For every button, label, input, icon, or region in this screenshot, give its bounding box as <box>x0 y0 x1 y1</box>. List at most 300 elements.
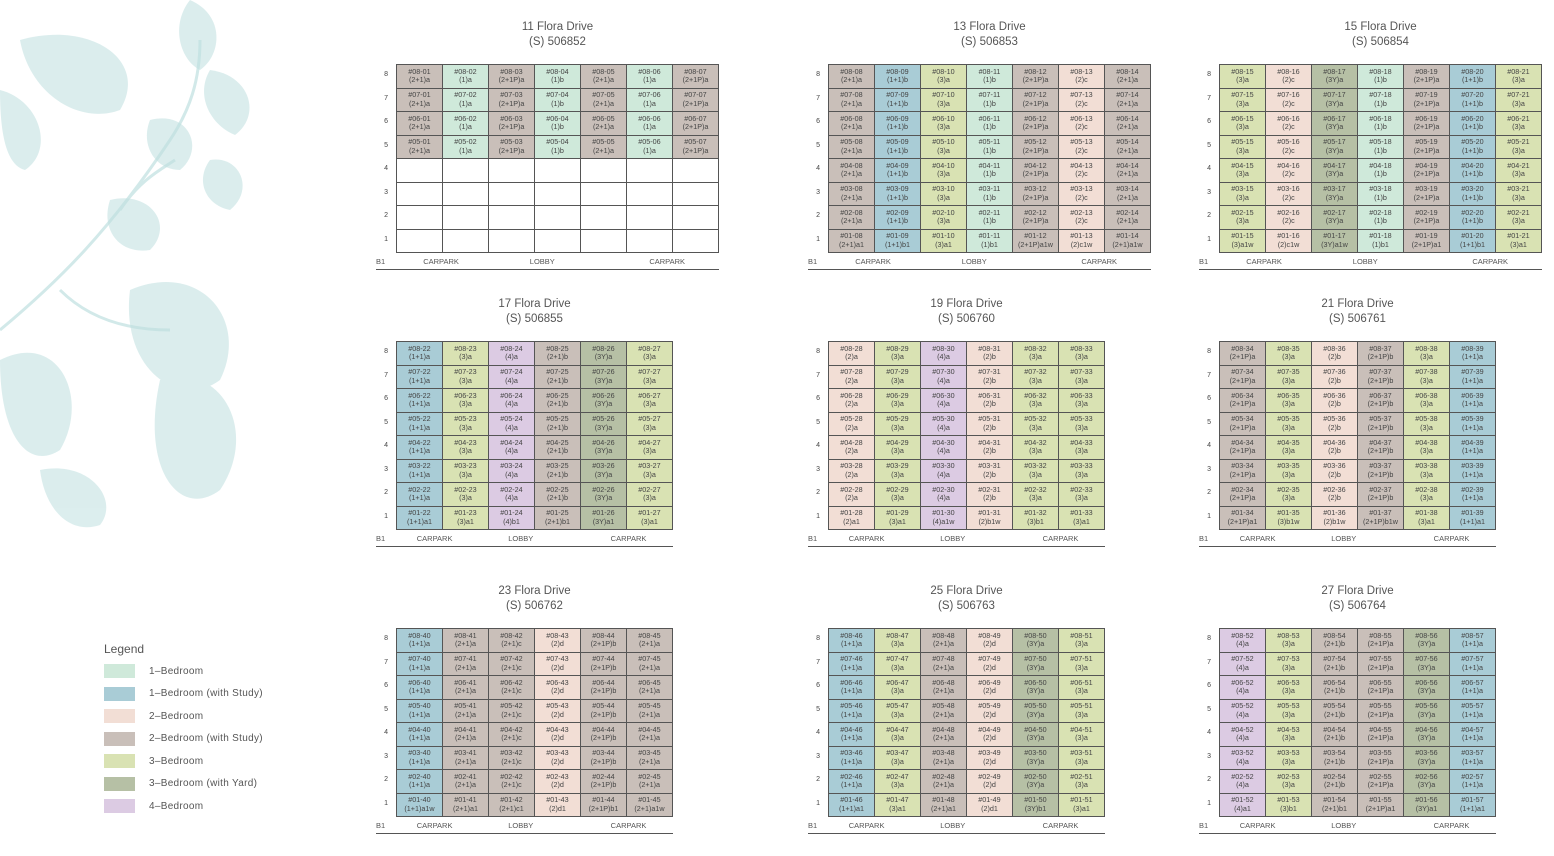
unit-type: (2)d1 <box>549 803 566 813</box>
unit-cell <box>397 794 442 817</box>
unit-type: (2+1P)b <box>1367 422 1394 432</box>
unit-cell <box>1404 794 1449 817</box>
unit-type: (3)a <box>1029 399 1042 409</box>
unit-type: (3)a <box>1282 352 1295 362</box>
unit-cell <box>1059 723 1104 746</box>
block-title <box>1219 297 1496 327</box>
unit-cell <box>443 112 488 135</box>
unit-number: #07-03 <box>500 90 523 100</box>
unit-cell <box>397 676 442 699</box>
unit-cell <box>1220 629 1265 652</box>
unit-type: (2)c <box>1282 192 1295 202</box>
unit-number: #03-28 <box>840 461 863 471</box>
floor-label: 5 <box>816 705 820 713</box>
unit-grid <box>828 64 1151 253</box>
unit-type: (1)b <box>983 216 996 226</box>
unit-number: #03-33 <box>1070 461 1093 471</box>
unit-type: (2+1)a1w <box>634 803 665 813</box>
floor-label: 4 <box>1207 165 1211 173</box>
basement-label: B1 <box>376 257 386 266</box>
unit-type: (1+1)a <box>1462 756 1483 766</box>
unit-cell <box>1312 89 1357 112</box>
legend-label: 3–Bedroom <box>149 755 204 767</box>
unit-type: (1+1)a <box>841 756 862 766</box>
unit-cell <box>1358 342 1403 365</box>
unit-number: #05-07 <box>684 137 707 147</box>
unit-type: (3)a <box>1512 216 1525 226</box>
unit-number: #05-33 <box>1070 414 1093 424</box>
unit-type: (1+1)b <box>1462 169 1483 179</box>
unit-number: #06-35 <box>1277 390 1300 400</box>
floor-label: 2 <box>1207 776 1211 784</box>
unit-cell <box>1312 389 1357 412</box>
unit-number: #06-29 <box>886 390 909 400</box>
unit-number: #06-15 <box>1231 113 1254 123</box>
unit-type: (3)a <box>1282 493 1295 503</box>
unit-type: (3)a <box>1282 639 1295 649</box>
unit-type: (1+1)b1 <box>885 239 910 249</box>
empty-cell <box>581 206 626 229</box>
unit-number: #02-40 <box>408 771 431 781</box>
unit-cell <box>1404 206 1449 229</box>
unit-type: (1+1)a <box>409 639 430 649</box>
unit-number: #07-45 <box>638 654 661 664</box>
unit-type: (3)a <box>891 352 904 362</box>
unit-cell <box>1059 183 1104 206</box>
unit-cell <box>1266 507 1311 530</box>
unit-type: (1+1)a <box>409 399 430 409</box>
unit-number: #01-11 <box>978 231 1001 241</box>
unit-type: (2+1)a <box>841 98 862 108</box>
unit-cell <box>1059 366 1104 389</box>
floor-label: 7 <box>384 94 388 102</box>
unit-number: #01-45 <box>638 795 661 805</box>
unit-cell <box>397 483 442 506</box>
unit-number: #05-47 <box>886 701 909 711</box>
unit-number: #04-42 <box>500 724 523 734</box>
unit-type: (3Y)a <box>1325 122 1344 132</box>
unit-type: (2)c <box>1282 75 1295 85</box>
floor-label: 4 <box>384 165 388 173</box>
unit-cell <box>967 436 1012 459</box>
unit-cell <box>1059 136 1104 159</box>
unit-type: (2)b <box>983 399 996 409</box>
unit-number: #08-43 <box>546 630 569 640</box>
unit-number: #06-50 <box>1024 677 1047 687</box>
unit-number: #08-08 <box>840 66 863 76</box>
unit-number: #04-14 <box>1116 160 1139 170</box>
unit-type: (2+1)a <box>639 686 660 696</box>
unit-cell <box>673 65 718 88</box>
unit-type: (1+1)a <box>1462 422 1483 432</box>
unit-type: (1+1)a <box>1462 446 1483 456</box>
empty-cell <box>673 206 718 229</box>
unit-cell <box>1013 653 1058 676</box>
unit-cell <box>1105 206 1150 229</box>
empty-cell <box>581 159 626 182</box>
unit-cell <box>443 136 488 159</box>
unit-cell <box>1404 507 1449 530</box>
unit-type: (2)a <box>845 399 858 409</box>
floor-label: 7 <box>384 658 388 666</box>
unit-type: (2+1P)a <box>498 75 525 85</box>
unit-number: #07-43 <box>546 654 569 664</box>
unit-type: (1+1)b <box>887 75 908 85</box>
unit-number: #05-23 <box>454 414 477 424</box>
floor-label: 3 <box>384 188 388 196</box>
unit-type: (2)c <box>1282 216 1295 226</box>
floor-label: 8 <box>1207 635 1211 643</box>
unit-number: #05-53 <box>1277 701 1300 711</box>
unit-cell <box>397 770 442 793</box>
unit-type: (2+1)a <box>1117 122 1138 132</box>
unit-number: #03-21 <box>1507 184 1530 194</box>
unit-number: #05-01 <box>408 137 431 147</box>
block-postal: (S) 506762 <box>506 600 563 612</box>
unit-type: (1+1)a <box>409 375 430 385</box>
unit-cell <box>627 747 672 770</box>
unit-type: (3)a <box>643 375 656 385</box>
unit-type: (2+1P)a <box>1022 192 1049 202</box>
carpark-label: CARPARK <box>848 821 885 830</box>
unit-type: (3)a1 <box>1418 516 1435 526</box>
unit-type: (2)c <box>1075 75 1088 85</box>
unit-type: (2)a <box>845 352 858 362</box>
unit-number: #08-06 <box>638 66 661 76</box>
unit-cell <box>1450 183 1495 206</box>
floor-label: 2 <box>384 776 388 784</box>
empty-cell <box>443 206 488 229</box>
unit-type: (2+1)c <box>501 780 522 790</box>
unit-cell <box>1266 112 1311 135</box>
unit-type: (2)b <box>1328 469 1341 479</box>
unit-cell <box>921 112 966 135</box>
unit-type: (2+1)a <box>933 662 954 672</box>
unit-type: (2)c <box>1075 145 1088 155</box>
unit-number: #02-32 <box>1024 484 1047 494</box>
unit-type: (2)b <box>983 375 996 385</box>
unit-number: #01-55 <box>1369 795 1392 805</box>
unit-cell <box>1404 700 1449 723</box>
unit-type: (1+1)a <box>409 422 430 432</box>
unit-type: (2+1P)a <box>498 122 525 132</box>
unit-cell <box>921 436 966 459</box>
unit-cell <box>875 723 920 746</box>
unit-number: #06-43 <box>546 677 569 687</box>
unit-cell <box>1450 794 1495 817</box>
unit-number: #05-34 <box>1231 414 1254 424</box>
unit-number: #08-57 <box>1461 630 1484 640</box>
block-name: 15 Flora Drive <box>1344 21 1417 33</box>
unit-cell <box>535 794 580 817</box>
unit-number: #02-21 <box>1507 207 1530 217</box>
unit-number: #06-39 <box>1461 390 1484 400</box>
unit-type: (2+1)b <box>547 446 568 456</box>
unit-grid <box>396 341 673 530</box>
unit-type: (2+1)a <box>409 145 430 155</box>
unit-cell <box>627 89 672 112</box>
unit-number: #07-21 <box>1507 90 1530 100</box>
unit-number: #02-39 <box>1461 484 1484 494</box>
unit-number: #01-36 <box>1323 508 1346 518</box>
unit-number: #02-44 <box>592 771 615 781</box>
legend-item-3by <box>104 773 263 796</box>
unit-number: #03-47 <box>886 748 909 758</box>
unit-cell <box>1059 653 1104 676</box>
unit-type: (2+1)a <box>455 686 476 696</box>
floor-label: 3 <box>384 752 388 760</box>
unit-cell <box>1266 653 1311 676</box>
unit-grid <box>1219 628 1496 817</box>
unit-cell <box>535 89 580 112</box>
unit-cell <box>1450 507 1495 530</box>
unit-number: #02-34 <box>1231 484 1254 494</box>
unit-number: #05-39 <box>1461 414 1484 424</box>
unit-cell <box>1450 676 1495 699</box>
empty-cell <box>443 230 488 253</box>
unit-cell <box>1266 389 1311 412</box>
unit-number: #03-30 <box>932 461 955 471</box>
unit-cell <box>489 629 534 652</box>
unit-number: #05-35 <box>1277 414 1300 424</box>
unit-number: #04-57 <box>1461 724 1484 734</box>
unit-type: (2+1P)a1w <box>1018 239 1053 249</box>
unit-number: #08-51 <box>1070 630 1093 640</box>
unit-type: (1+1)a <box>409 493 430 503</box>
unit-cell <box>443 389 488 412</box>
unit-cell <box>875 794 920 817</box>
unit-type: (3)a <box>891 639 904 649</box>
floor-label: 4 <box>816 165 820 173</box>
unit-type: (2+1P)a <box>1367 639 1394 649</box>
unit-cell <box>1404 159 1449 182</box>
unit-number: #06-12 <box>1024 113 1047 123</box>
unit-cell <box>1404 389 1449 412</box>
unit-cell <box>921 183 966 206</box>
unit-cell <box>1013 389 1058 412</box>
unit-number: #08-10 <box>932 66 955 76</box>
unit-type: (3)a <box>643 493 656 503</box>
unit-cell <box>397 507 442 530</box>
unit-cell <box>443 342 488 365</box>
unit-number: #03-15 <box>1231 184 1254 194</box>
carpark-label: CARPARK <box>416 534 453 543</box>
floor-label: 5 <box>1207 705 1211 713</box>
unit-number: #03-22 <box>408 461 431 471</box>
floor-label: 2 <box>1207 489 1211 497</box>
unit-type: (3Y)a <box>594 375 613 385</box>
unit-type: (3)a <box>643 352 656 362</box>
unit-cell <box>397 460 442 483</box>
unit-type: (3)a <box>1420 399 1433 409</box>
unit-number: #01-49 <box>978 795 1001 805</box>
unit-type: (2+1)a <box>455 756 476 766</box>
unit-cell <box>829 460 874 483</box>
unit-number: #04-43 <box>546 724 569 734</box>
unit-number: #08-05 <box>592 66 615 76</box>
unit-cell <box>1105 136 1150 159</box>
unit-cell <box>1496 65 1541 88</box>
unit-number: #05-52 <box>1231 701 1254 711</box>
unit-type: (3)a <box>459 375 472 385</box>
unit-number: #02-56 <box>1415 771 1438 781</box>
unit-cell <box>581 366 626 389</box>
unit-number: #02-28 <box>840 484 863 494</box>
unit-number: #07-51 <box>1070 654 1093 664</box>
unit-number: #08-56 <box>1415 630 1438 640</box>
unit-cell <box>627 770 672 793</box>
unit-cell <box>1312 136 1357 159</box>
unit-number: #08-35 <box>1277 343 1300 353</box>
unit-type: (1+1)b <box>887 216 908 226</box>
unit-number: #04-18 <box>1369 160 1392 170</box>
unit-type: (1)b <box>551 145 564 155</box>
unit-number: #05-46 <box>840 701 863 711</box>
unit-number: #02-14 <box>1116 207 1139 217</box>
unit-cell <box>443 507 488 530</box>
carpark-label: CARPARK <box>1433 534 1470 543</box>
unit-type: (3)a <box>1075 422 1088 432</box>
unit-type: (1+1)a <box>409 756 430 766</box>
unit-type: (1)a <box>643 122 656 132</box>
unit-type: (3)a <box>1282 422 1295 432</box>
unit-number: #06-33 <box>1070 390 1093 400</box>
unit-type: (2+1P)a <box>1413 169 1440 179</box>
unit-cell <box>1013 366 1058 389</box>
floor-label: 5 <box>816 141 820 149</box>
unit-cell <box>967 136 1012 159</box>
unit-cell <box>1105 112 1150 135</box>
unit-type: (2+1P)b1 <box>588 803 619 813</box>
unit-cell <box>397 342 442 365</box>
unit-type: (3)a <box>891 399 904 409</box>
legend-label: 1–Bedroom <box>149 665 204 677</box>
unit-number: #03-16 <box>1277 184 1300 194</box>
carpark-label: CARPARK <box>649 257 686 266</box>
unit-number: #06-13 <box>1070 113 1093 123</box>
unit-number: #06-31 <box>978 390 1001 400</box>
unit-type: (1)b <box>551 98 564 108</box>
unit-number: #04-10 <box>932 160 955 170</box>
unit-grid <box>828 628 1105 817</box>
unit-number: #04-26 <box>592 437 615 447</box>
unit-type: (3)a1 <box>889 516 906 526</box>
unit-cell <box>1450 136 1495 159</box>
unit-number: #05-13 <box>1070 137 1093 147</box>
unit-cell <box>1220 413 1265 436</box>
unit-type: (3)a <box>1512 75 1525 85</box>
unit-number: #03-42 <box>500 748 523 758</box>
unit-cell <box>489 65 534 88</box>
unit-number: #04-39 <box>1461 437 1484 447</box>
unit-number: #07-01 <box>408 90 431 100</box>
unit-cell <box>1404 89 1449 112</box>
unit-number: #01-38 <box>1415 508 1438 518</box>
unit-number: #05-02 <box>454 137 477 147</box>
block-name: 17 Flora Drive <box>498 298 571 310</box>
unit-number: #03-09 <box>886 184 909 194</box>
ground-line <box>1199 833 1496 834</box>
unit-number: #03-52 <box>1231 748 1254 758</box>
unit-type: (2+1)a <box>455 709 476 719</box>
unit-number: #08-46 <box>840 630 863 640</box>
ground-line <box>376 833 673 834</box>
unit-type: (2+1)a <box>639 639 660 649</box>
unit-number: #08-36 <box>1323 343 1346 353</box>
unit-type: (1)a <box>459 75 472 85</box>
unit-number: #04-50 <box>1024 724 1047 734</box>
unit-cell <box>1496 89 1541 112</box>
unit-number: #07-16 <box>1277 90 1300 100</box>
unit-number: #05-04 <box>546 137 569 147</box>
unit-type: (1+1)a <box>1462 733 1483 743</box>
carpark-label: CARPARK <box>855 257 891 266</box>
unit-number: #01-51 <box>1070 795 1093 805</box>
unit-cell <box>1358 183 1403 206</box>
unit-number: #04-48 <box>932 724 955 734</box>
unit-number: #07-32 <box>1024 367 1047 377</box>
unit-grid <box>1219 341 1496 530</box>
unit-number: #07-07 <box>684 90 707 100</box>
unit-cell <box>1013 723 1058 746</box>
floor-label: 1 <box>384 235 388 243</box>
unit-cell <box>1450 89 1495 112</box>
unit-cell <box>921 723 966 746</box>
unit-type: (3)a1 <box>1073 516 1090 526</box>
floor-label: 7 <box>1207 658 1211 666</box>
legend-swatch <box>104 664 135 678</box>
legend-label: 4–Bedroom <box>149 800 204 812</box>
unit-number: #05-29 <box>886 414 909 424</box>
unit-number: #07-06 <box>638 90 661 100</box>
unit-type: (3Y)a <box>1417 639 1436 649</box>
unit-number: #07-47 <box>886 654 909 664</box>
legend-label: 1–Bedroom (with Study) <box>149 688 263 700</box>
unit-cell <box>1220 700 1265 723</box>
empty-cell <box>397 183 442 206</box>
unit-number: #08-50 <box>1024 630 1047 640</box>
unit-cell <box>535 366 580 389</box>
unit-type: (2)d <box>983 686 996 696</box>
unit-number: #08-44 <box>592 630 615 640</box>
unit-cell <box>875 112 920 135</box>
unit-number: #08-22 <box>408 343 431 353</box>
unit-number: #03-27 <box>638 461 661 471</box>
unit-cell <box>875 230 920 253</box>
unit-cell <box>489 389 534 412</box>
carpark-label: CARPARK <box>1081 257 1118 266</box>
unit-number: #03-55 <box>1369 748 1392 758</box>
legend-label: 2–Bedroom (with Study) <box>149 733 263 745</box>
unit-number: #04-41 <box>454 724 477 734</box>
unit-cell <box>535 747 580 770</box>
unit-number: #04-08 <box>840 160 863 170</box>
unit-number: #05-38 <box>1415 414 1438 424</box>
lobby-label: LOBBY <box>529 257 555 266</box>
unit-number: #07-35 <box>1277 367 1300 377</box>
unit-number: #05-19 <box>1415 137 1438 147</box>
unit-cell <box>627 507 672 530</box>
unit-type: (2+1P)b <box>590 780 617 790</box>
unit-cell <box>967 342 1012 365</box>
ground-line <box>1199 546 1496 547</box>
unit-number: #06-57 <box>1461 677 1484 687</box>
unit-number: #07-55 <box>1369 654 1392 664</box>
unit-number: #08-47 <box>886 630 909 640</box>
unit-type: (3)a <box>1236 169 1249 179</box>
unit-type: (2+1P)b <box>1367 469 1394 479</box>
unit-cell <box>1220 112 1265 135</box>
